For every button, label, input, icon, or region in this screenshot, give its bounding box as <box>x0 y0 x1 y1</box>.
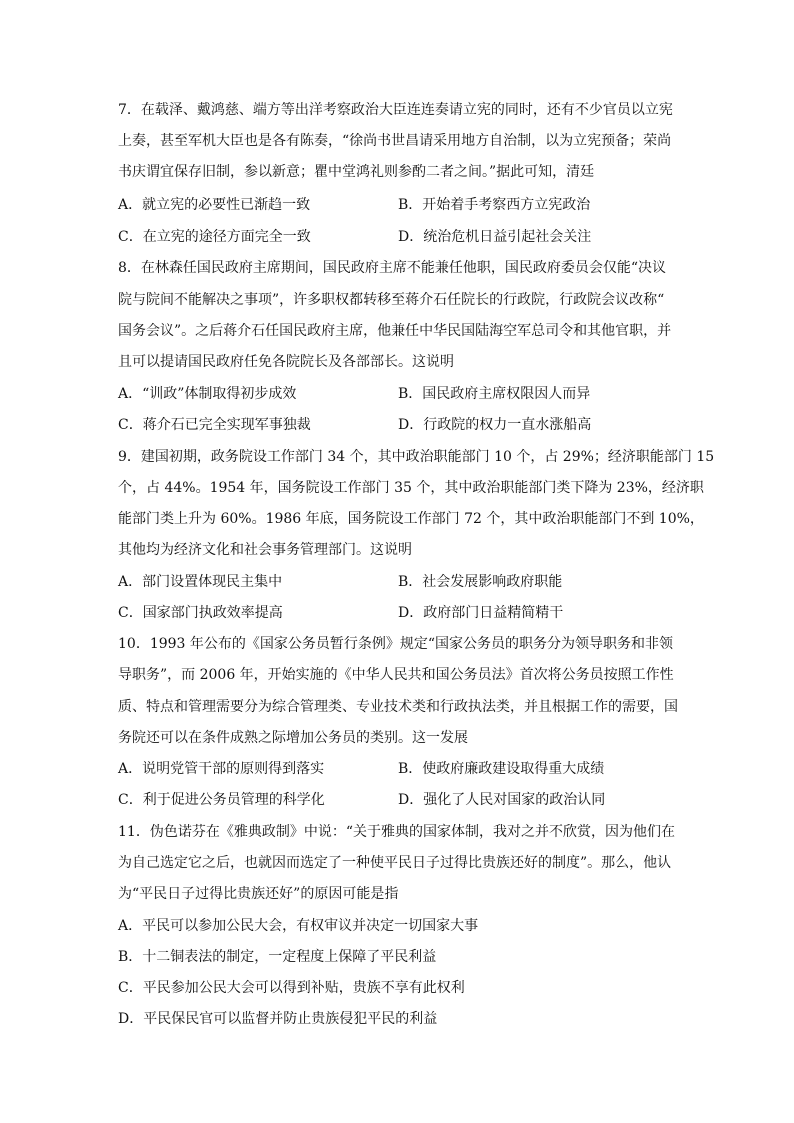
question-stem-line: 质、特点和管理需要分为综合管理类、专业技术类和行政执法类，并且根据工作的需要，国 <box>118 699 678 715</box>
option-a: A．平民可以参加公民大会，有权审议并决定一切国家大事 <box>118 918 479 934</box>
question-stem-line: 且可以提请国民政府任免各院院长及各部部长。这说明 <box>118 354 454 370</box>
question-stem-line: 为“平民日子过得比贵族还好”的原因可能是指 <box>118 886 399 902</box>
option-d: D．行政院的权力一直水涨船高 <box>398 417 592 433</box>
question-stem-line: 为自己选定它之后，也就因而选定了一种使平民日子过得比贵族还好的制度”。那么，他认 <box>118 855 672 871</box>
option-a: A．“训政”体制取得初步成效 <box>118 386 297 402</box>
option-a: A．就立宪的必要性已渐趋一致 <box>118 197 311 213</box>
option-c: C．蒋介石已完全实现军事独裁 <box>118 417 311 433</box>
question-stem-line: 8．在林森任国民政府主席期间，国民政府主席不能兼任他职，国民政府委员会仅能“决议 <box>118 260 667 276</box>
option-a: A．部门设置体现民主集中 <box>118 574 283 590</box>
option-c: C．利于促进公务员管理的科学化 <box>118 792 325 808</box>
question-stem-line: 11．伪色诺芬在《雅典政制》中说：“关于雅典的国家体制，我对之并不欣赏，因为他们在 <box>118 824 675 840</box>
option-b: B．十二铜表法的制定，一定程度上保障了平民利益 <box>118 949 437 965</box>
option-d: D．统治危机日益引起社会关注 <box>398 229 592 245</box>
option-c: C．国家部门执政效率提高 <box>118 605 283 621</box>
question-stem-line: 个，占 44%。1954 年，国务院设工作部门 35 个，其中政治职能部门类下降为 23%，经济职 <box>118 480 704 496</box>
option-d: D．强化了人民对国家的政治认同 <box>398 792 606 808</box>
option-b: B．使政府廉政建设取得重大成绩 <box>398 761 605 777</box>
option-a: A．说明党管干部的原则得到落实 <box>118 761 325 777</box>
question-stem-line: 书庆谓宜保存旧制，参以新意；瞿中堂鸿礼则参酌二者之间。”据此可知，清廷 <box>118 164 595 180</box>
option-d: D．政府部门日益精简精干 <box>398 605 564 621</box>
question-stem-line: 导职务”，而 2006 年，开始实施的《中华人民共和国公务员法》首次将公务员按照工作性 <box>118 667 674 683</box>
option-b: B．开始着手考察西方立宪政治 <box>398 197 591 213</box>
question-stem-line: 7．在载泽、戴鸿慈、端方等出洋考察政治大臣连连奏请立宪的同时，还有不少官员以立宪 <box>118 102 673 118</box>
question-stem-line: 国务会议”。之后蒋介石任国民政府主席，他兼任中华民国陆海空军总司令和其他官职，并 <box>118 323 672 339</box>
question-stem-line: 务院还可以在条件成熟之际增加公务员的类别。这一发展 <box>118 730 468 746</box>
question-stem-line: 上奏，甚至军机大臣也是各有陈奏，“徐尚书世昌请采用地方自治制，以为立宪预备；荣尚 <box>118 133 672 149</box>
question-stem-line: 院与院间不能解决之事项”，许多职权都转移至蒋介石任院长的行政院，行政院会议改称“ <box>118 292 665 308</box>
question-stem-line: 9．建国初期，政务院设工作部门 34 个，其中政治职能部门 10 个，占 29%；经济职能部门 15 <box>118 449 715 465</box>
question-stem-line: 10．1993 年公布的《国家公务员暂行条例》规定“国家公务员的职务分为领导职务和非领 <box>118 636 674 652</box>
question-stem-line: 其他均为经济文化和社会事务管理部门。这说明 <box>118 542 412 558</box>
option-b: B．社会发展影响政府职能 <box>398 574 563 590</box>
option-d: D．平民保民官可以监督并防止贵族侵犯平民的利益 <box>118 1011 438 1027</box>
question-stem-line: 能部门类上升为 60%。1986 年底，国务院设工作部门 72 个，其中政治职能部门不到 10%， <box>118 511 704 527</box>
option-c: C．平民参加公民大会可以得到补贴，贵族不享有此权利 <box>118 980 465 996</box>
option-b: B．国民政府主席权限因人而异 <box>398 386 591 402</box>
option-c: C．在立宪的途径方面完全一致 <box>118 229 311 245</box>
